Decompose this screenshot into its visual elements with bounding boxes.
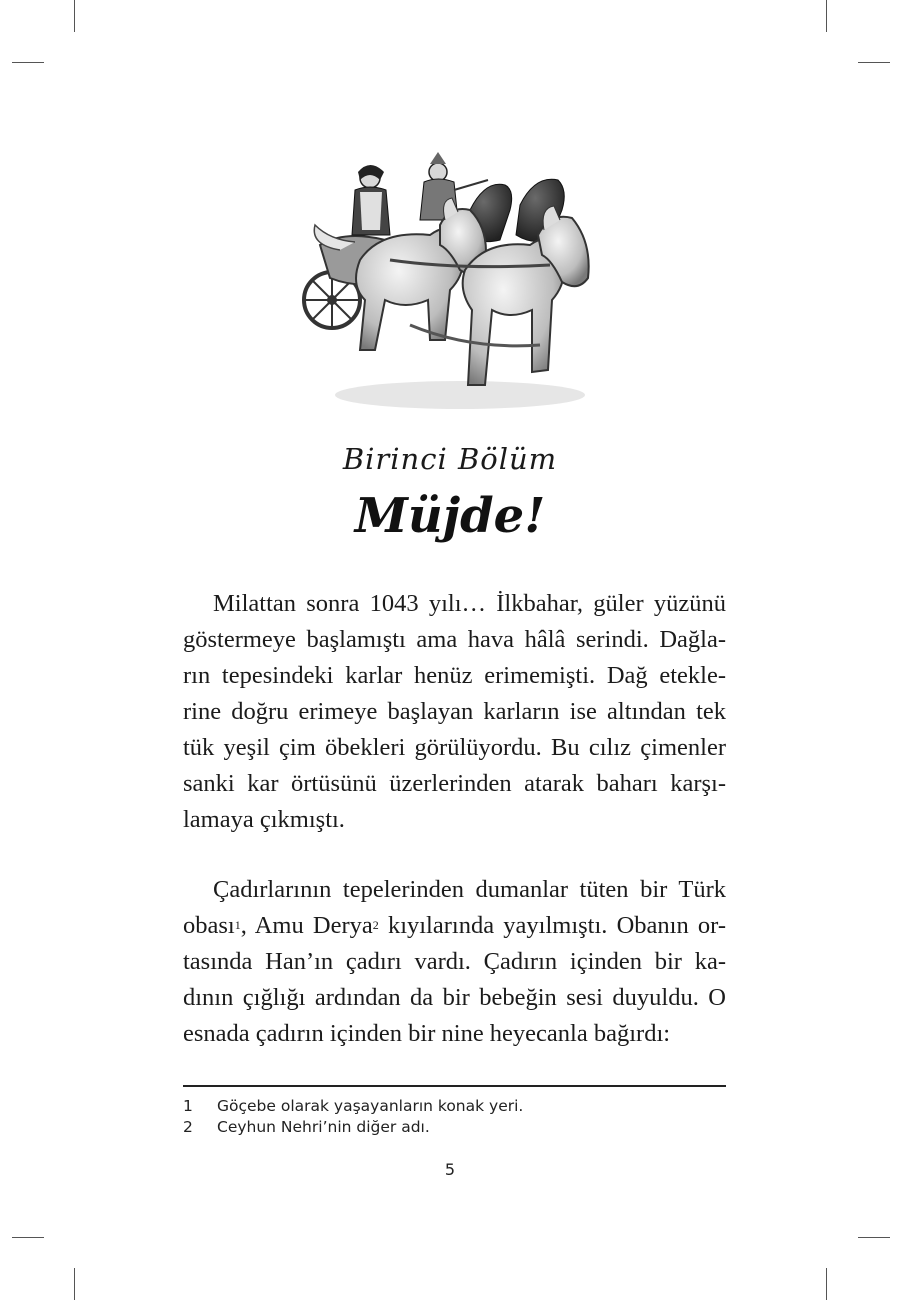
text-line: rın tepesindeki karlar henüz erimemişti. Dağ etekle- xyxy=(183,662,726,689)
chariot-illustration xyxy=(300,150,600,415)
paragraph xyxy=(183,872,726,1052)
text-line: göstermeye başlamıştı ama hava hâlâ serindi. Dağla- xyxy=(183,626,726,653)
text-span: , Amu Derya xyxy=(240,912,373,939)
crop-mark xyxy=(74,1268,75,1300)
crop-mark xyxy=(858,1237,890,1238)
text-line: lamaya çıkmıştı. xyxy=(183,806,345,833)
rider-figure xyxy=(352,165,390,235)
crop-mark xyxy=(858,62,890,63)
crop-mark xyxy=(826,1268,827,1300)
crop-mark xyxy=(826,0,827,32)
page-number: 5 xyxy=(444,1160,456,1179)
footnote-number: 1 xyxy=(183,1097,193,1115)
text-line xyxy=(183,908,726,944)
chapter-label: Birinci Bölüm xyxy=(342,442,558,476)
footnote-text: Ceyhun Nehri’nin diğer adı. xyxy=(217,1118,430,1136)
text-line: Milattan sonra 1043 yılı… İlkbahar, güler yüzünü xyxy=(213,590,726,617)
footnote xyxy=(183,1116,726,1138)
text-line: tasında Han’ın çadırı vardı. Çadırın içinden bir ka- xyxy=(183,948,726,975)
footnote-ref: 1 xyxy=(234,918,241,932)
crop-mark xyxy=(12,62,44,63)
chapter-title: Müjde! xyxy=(354,488,546,544)
text-line: esnada çadırın içinden bir nine heyecanla bağırdı: xyxy=(183,1020,671,1047)
text-line: Çadırlarının tepelerinden dumanlar tüten bir Türk xyxy=(213,876,726,903)
footnote-number: 2 xyxy=(183,1118,193,1136)
crop-mark xyxy=(12,1237,44,1238)
footnote-text: Göçebe olarak yaşayanların konak yeri. xyxy=(217,1097,524,1115)
text-span: kıyılarında yayılmıştı. Obanın or- xyxy=(378,912,727,939)
text-span: obası xyxy=(183,912,235,939)
crop-mark xyxy=(74,0,75,32)
footnote-divider xyxy=(183,1085,726,1087)
paragraph xyxy=(183,586,726,838)
text-line: sanki kar örtüsünü üzerlerinden atarak baharı karşı- xyxy=(183,770,726,797)
footnote-ref: 2 xyxy=(372,918,379,932)
text-line: tük yeşil çim öbekleri görülüyordu. Bu cılız çimenler xyxy=(183,734,726,761)
text-line: rine doğru erimeye başlayan karların ise altından tek xyxy=(183,698,726,725)
text-line: dının çığlığı ardından da bir bebeğin sesi duyuldu. O xyxy=(183,984,726,1011)
footnote xyxy=(183,1095,726,1117)
